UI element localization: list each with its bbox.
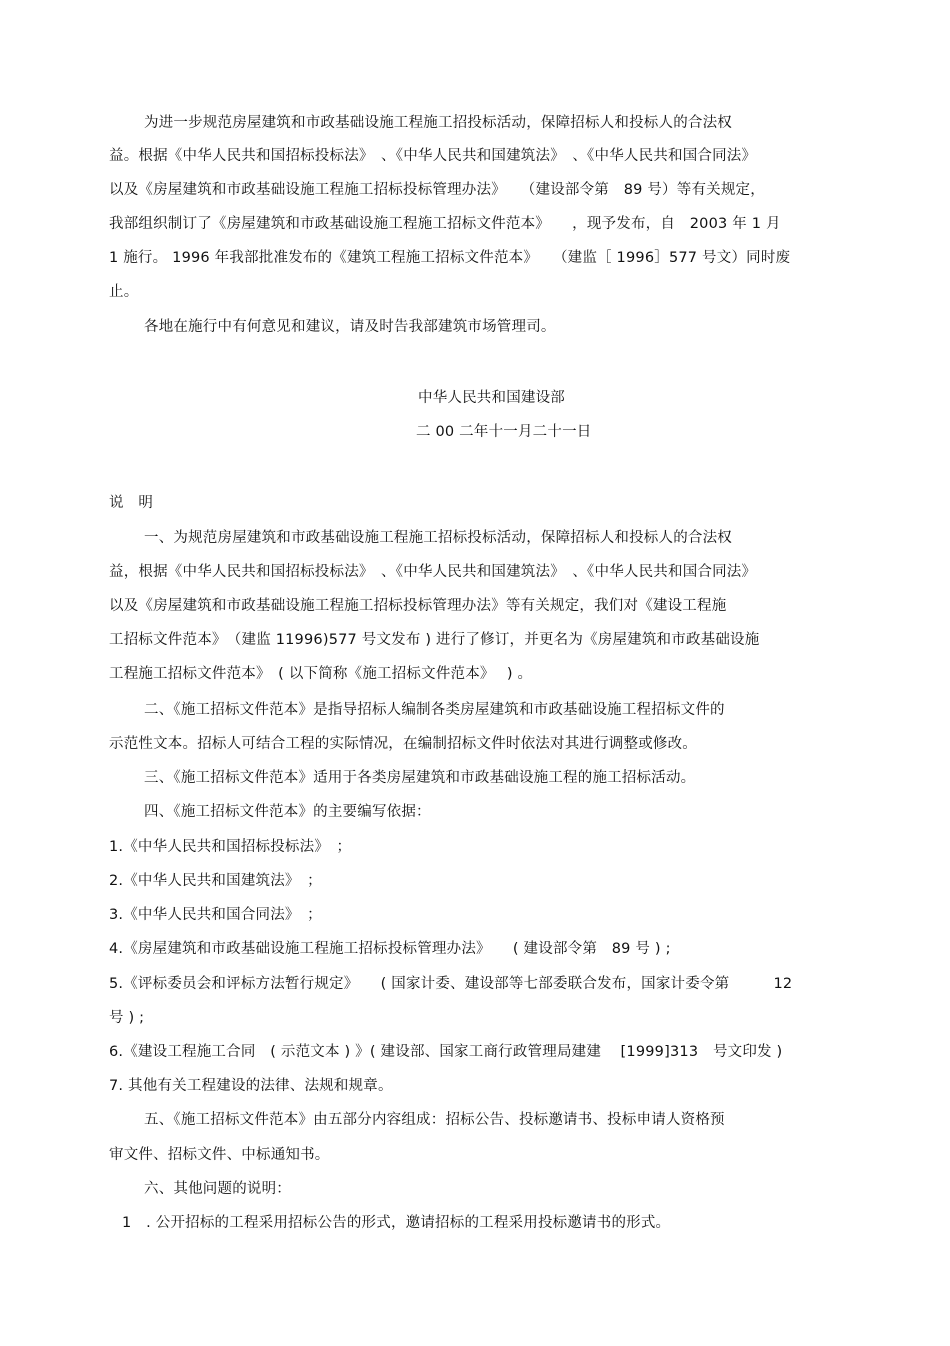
explanation-line: 五、《施工招标文件范本》由五部分内容组成：招标公告、投标邀请书、投标申请人资格预 bbox=[144, 1112, 725, 1128]
notice-paragraph-2: 各地在施行中有何意见和建议，请及时告我部建筑市场管理司。 bbox=[144, 319, 556, 335]
notice-line: 1 施行。 1996 年我部批准发布的《建筑工程施工招标文件范本》 （建监［ 1996］577 号文）同时废 bbox=[109, 250, 791, 266]
basis-item: 5.《评标委员会和评标方法暂行规定》 ( 国家计委、建设部等七部委联合发布，国家计委令第 12 bbox=[109, 976, 793, 992]
explanation-heading: 说 明 bbox=[109, 495, 154, 511]
explanation-line: 以及《房屋建筑和市政基础设施工程施工招标投标管理办法》等有关规定，我们对《建设工程施 bbox=[109, 598, 727, 614]
basis-item: 7. 其他有关工程建设的法律、法规和规章。 bbox=[109, 1078, 393, 1094]
notice-line: 益。根据《中华人民共和国招标投标法》 、《中华人民共和国建筑法》 、《中华人民共和国合同法》 bbox=[109, 148, 757, 164]
basis-item: 3.《中华人民共和国合同法》 ； bbox=[109, 907, 322, 923]
issuer-name: 中华人民共和国建设部 bbox=[418, 390, 565, 406]
basis-item: 号 ) ; bbox=[109, 1010, 145, 1026]
explanation-line: 三、《施工招标文件范本》适用于各类房屋建筑和市政基础设施工程的施工招标活动。 bbox=[144, 770, 696, 786]
explanation-line: 二、《施工招标文件范本》是指导招标人编制各类房屋建筑和市政基础设施工程招标文件的 bbox=[144, 702, 725, 718]
issue-date: 二 00 二年十一月二十一日 bbox=[416, 424, 592, 440]
basis-item: 6.《建设工程施工合同 ( 示范文本 ) 》( 建设部、国家工商行政管理局建建 [1999]313 号文印发 ) bbox=[109, 1044, 783, 1060]
basis-item: 4.《房屋建筑和市政基础设施工程施工招标投标管理办法》 ( 建设部令第 89 号 ) ; bbox=[109, 941, 671, 957]
notice-line: 我部组织制订了《房屋建筑和市政基础设施工程施工招标文件范本》 ，现予发布，自 2003 年 1 月 bbox=[109, 216, 781, 232]
explanation-line: 六、其他问题的说明： bbox=[144, 1181, 291, 1197]
notice-line: 以及《房屋建筑和市政基础设施工程施工招标投标管理办法》 （建设部令第 89 号）等有关规定， bbox=[109, 182, 765, 198]
explanation-line: 益，根据《中华人民共和国招标投标法》 、《中华人民共和国建筑法》 、《中华人民共和国合同法》 bbox=[109, 564, 757, 580]
explanation-line: 审文件、招标文件、中标通知书。 bbox=[109, 1147, 330, 1163]
notice-line: 止。 bbox=[109, 284, 139, 300]
explanation-line: 1 . 公开招标的工程采用招标公告的形式，邀请招标的工程采用投标邀请书的形式。 bbox=[122, 1215, 671, 1231]
explanation-line: 工程施工招标文件范本》 ( 以下简称《施工招标文件范本》 ) 。 bbox=[109, 666, 533, 682]
explanation-line: 四、《施工招标文件范本》的主要编写依据： bbox=[144, 804, 431, 820]
basis-item: 2.《中华人民共和国建筑法》 ； bbox=[109, 873, 322, 889]
basis-item: 1.《中华人民共和国招标投标法》 ； bbox=[109, 839, 352, 855]
explanation-line: 工招标文件范本》 （建监 11996)577 号文发布 ) 进行了修订，并更名为《房屋建筑和市政基础设施 bbox=[109, 632, 760, 648]
explanation-line: 示范性文本。招标人可结合工程的实际情况，在编制招标文件时依法对其进行调整或修改。 bbox=[109, 736, 697, 752]
explanation-line: 一、为规范房屋建筑和市政基础设施工程施工招标投标活动，保障招标人和投标人的合法权 bbox=[144, 530, 732, 546]
notice-line: 为进一步规范房屋建筑和市政基础设施工程施工招投标活动，保障招标人和投标人的合法权 bbox=[144, 115, 732, 131]
